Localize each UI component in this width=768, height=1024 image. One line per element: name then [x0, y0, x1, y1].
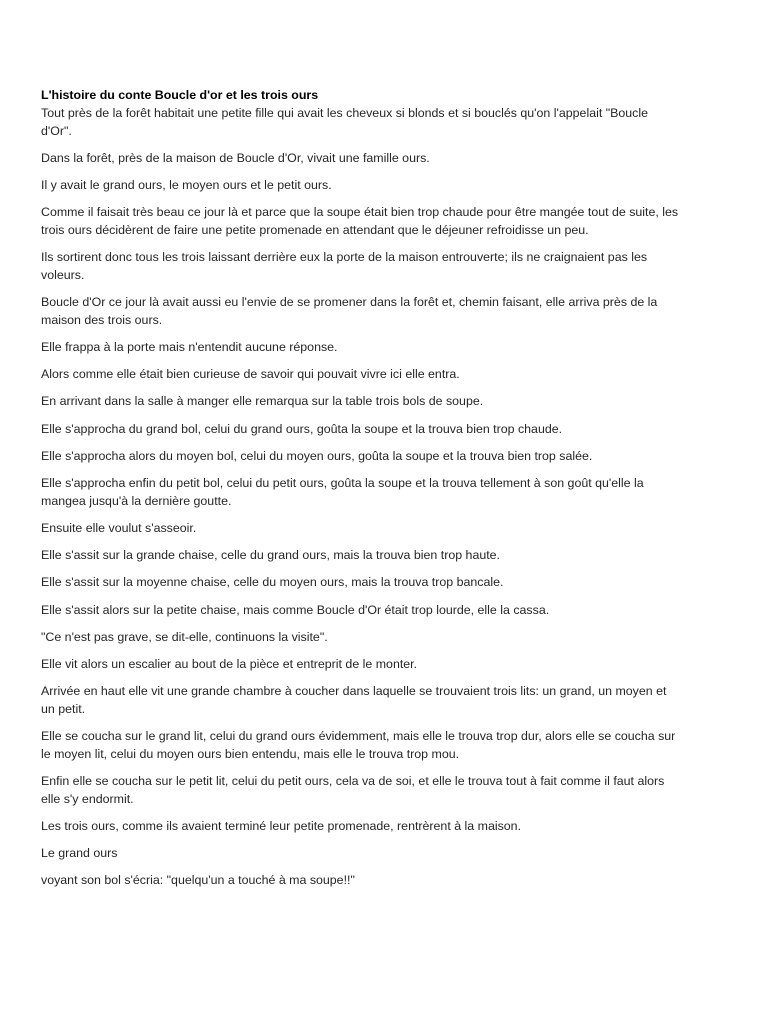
paragraph-9: En arrivant dans la salle à manger elle remarqua sur la table trois bols de soupe.	[41, 394, 484, 409]
paragraph-1: Tout près de la forêt habitait une petite fille qui avait les cheveux si blonds et si bouclés qu'on l'appelait "Boucle d'Or".	[41, 105, 649, 138]
paragraph-7: Elle frappa à la porte mais n'entendit aucune réponse.	[41, 340, 338, 355]
paragraph-23: Le grand ours	[41, 846, 118, 861]
paragraph-24: voyant son bol s'écria: "quelqu'un a touché à ma soupe!!"	[41, 873, 355, 888]
paragraph-21: Enfin elle se coucha sur le petit lit, celui du petit ours, cela va de soi, et elle le trouva tout à fait comme il faut alors elle s'y endormit.	[41, 774, 665, 806]
paragraph-11: Elle s'approcha alors du moyen bol, celui du moyen ours, goûta la soupe et la trouva bien trop salée.	[41, 448, 593, 463]
paragraph-15: Elle s'assit sur la moyenne chaise, celle du moyen ours, mais la trouva trop bancale.	[41, 575, 504, 590]
paragraph-10: Elle s'approcha du grand bol, celui du grand ours, goûta la soupe et la trouva bien trop chaude.	[41, 421, 563, 436]
paragraph-16: Elle s'assit alors sur la petite chaise, mais comme Boucle d'Or était trop lourde, elle la cassa.	[41, 602, 550, 617]
paragraph-17: "Ce n'est pas grave, se dit-elle, continuons la visite".	[41, 629, 328, 644]
paragraph-12: Elle s'approcha enfin du petit bol, celui du petit ours, goûta la soupe et la trouva tellement à son goût qu'elle la mangea jusqu'à la dernière goutte.	[41, 476, 644, 508]
paragraph-6: Boucle d'Or ce jour là avait aussi eu l'envie de se promener dans la forêt et, chemin faisant, elle arriva près de la maison des trois ours.	[41, 295, 658, 327]
paragraph-5: Ils sortirent donc tous les trois laissant derrière eux la porte de la maison entrouverte; ils ne craignaient pas les voleurs.	[41, 250, 648, 282]
paragraph-14: Elle s'assit sur la grande chaise, celle du grand ours, mais la trouva bien trop haute.	[41, 548, 501, 563]
document-title: L'histoire du conte Boucle d'or et les trois ours	[41, 88, 319, 102]
paragraph-19: Arrivée en haut elle vit une grande chambre à coucher dans laquelle se trouvaient trois lits: un grand, un moyen et un petit.	[41, 684, 667, 716]
document-page	[41, 87, 681, 900]
paragraph-4: Comme il faisait très beau ce jour là et parce que la soupe était bien trop chaude pour être mangée tout de suite, les trois ours décidèrent de faire une petite promenade en attendant que le déjeuner refroidisse un peu.	[41, 205, 679, 237]
paragraph-13: Ensuite elle voulut s'asseoir.	[41, 521, 197, 536]
paragraph-18: Elle vit alors un escalier au bout de la pièce et entreprit de le monter.	[41, 656, 418, 671]
paragraph-8: Alors comme elle était bien curieuse de savoir qui pouvait vivre ici elle entra.	[41, 367, 460, 382]
paragraph-20: Elle se coucha sur le grand lit, celui du grand ours évidemment, mais elle le trouva trop dur, alors elle se coucha sur le moyen lit, celui du moyen ours bien entendu, mais elle le trouva trop mou.	[41, 729, 676, 761]
paragraph-2: Dans la forêt, près de la maison de Boucle d'Or, vivait une famille ours.	[41, 150, 430, 165]
paragraph-22: Les trois ours, comme ils avaient terminé leur petite promenade, rentrèrent à la maison.	[41, 819, 522, 834]
paragraph-3: Il y avait le grand ours, le moyen ours et le petit ours.	[41, 177, 332, 192]
